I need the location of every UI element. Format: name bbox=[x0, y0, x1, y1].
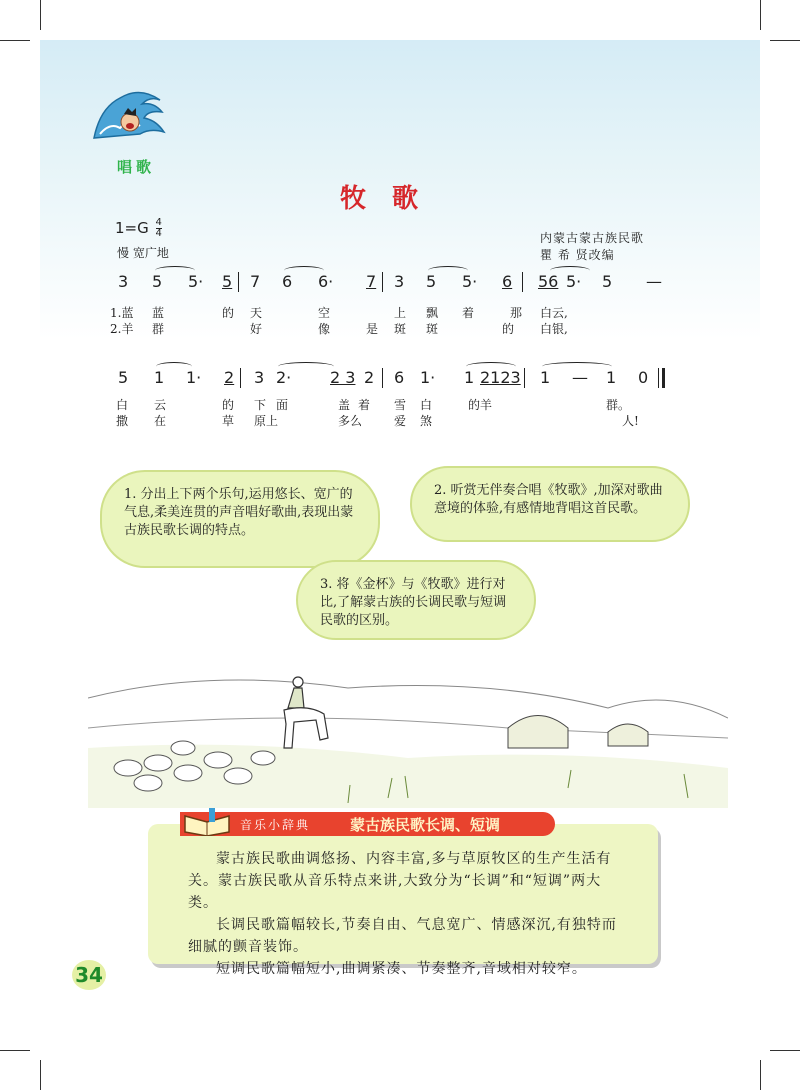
crop-mark bbox=[0, 1050, 30, 1051]
bar-line bbox=[382, 368, 383, 388]
bar-line bbox=[238, 272, 239, 292]
lyric: 是 bbox=[366, 322, 379, 336]
lyric: 白云, bbox=[540, 306, 568, 320]
dictionary-paragraph: 短调民歌篇幅短小,曲调紧凑、节奏整齐,音域相对较窄。 bbox=[216, 961, 587, 977]
crop-mark bbox=[0, 40, 30, 41]
lyric: 云 bbox=[154, 398, 167, 412]
lyric: 雪 bbox=[394, 398, 407, 412]
dictionary-title: 蒙古族民歌长调、短调 bbox=[350, 816, 501, 834]
book-icon bbox=[183, 806, 231, 836]
note: — bbox=[646, 272, 662, 291]
lyric: 白银, bbox=[540, 322, 568, 336]
note: 1 bbox=[540, 368, 551, 387]
dictionary-header bbox=[180, 812, 555, 836]
note: 2 bbox=[224, 368, 235, 387]
score-line-1 bbox=[110, 272, 680, 342]
lyric: 白 bbox=[420, 398, 433, 412]
time-signature-top: 4 bbox=[155, 217, 162, 228]
lyric: 白 bbox=[116, 398, 129, 412]
crop-mark bbox=[770, 40, 800, 41]
lyric: 群。 bbox=[606, 398, 631, 412]
note: 3 bbox=[394, 272, 405, 291]
note: 5 bbox=[222, 272, 233, 291]
crop-mark bbox=[760, 0, 761, 30]
lyric: 下 bbox=[254, 398, 267, 412]
lyric: 2.羊 bbox=[110, 322, 134, 336]
tip-bubble-1: 1. 分出上下两个乐句,运用悠长、宽广的气息,柔美连贯的声音唱好歌曲,表现出蒙古族民歌长调的特点。 bbox=[100, 470, 380, 568]
lyric: 群 bbox=[152, 322, 165, 336]
lyric: 的羊 bbox=[468, 398, 493, 412]
lyric: 着 bbox=[462, 306, 475, 320]
lyric: 上 bbox=[394, 306, 407, 320]
note: — bbox=[572, 368, 588, 387]
page-number: 34 bbox=[72, 960, 106, 990]
crop-mark bbox=[760, 1060, 761, 1090]
note: 5 bbox=[152, 272, 163, 291]
note: 6 bbox=[394, 368, 405, 387]
repeat-bar bbox=[658, 368, 659, 388]
lyric: 好 bbox=[250, 322, 263, 336]
bar-line bbox=[522, 272, 523, 292]
lyric: 着 bbox=[358, 398, 371, 412]
note: 3 bbox=[118, 272, 129, 291]
note: 3 bbox=[254, 368, 265, 387]
note: 7 bbox=[366, 272, 377, 291]
lyric: 1.蓝 bbox=[110, 306, 134, 320]
song-title: 牧歌 bbox=[340, 184, 445, 214]
lyric: 的 bbox=[222, 398, 235, 412]
lyric: 斑 bbox=[426, 322, 439, 336]
lyric: 的 bbox=[502, 322, 515, 336]
crop-mark bbox=[40, 0, 41, 30]
final-bar bbox=[662, 368, 665, 388]
note: 0 bbox=[638, 368, 649, 387]
lyric: 空 bbox=[318, 306, 331, 320]
note: 1 bbox=[154, 368, 165, 387]
note: 5 bbox=[602, 272, 613, 291]
lyric: 飘 bbox=[426, 306, 439, 320]
note: 2 bbox=[364, 368, 375, 387]
note: 2· bbox=[276, 368, 292, 387]
note: 5· bbox=[462, 272, 478, 291]
note: 5· bbox=[566, 272, 582, 291]
note: 5· bbox=[188, 272, 204, 291]
lyric: 斑 bbox=[394, 322, 407, 336]
note: 5 bbox=[426, 272, 437, 291]
note: 1 bbox=[606, 368, 617, 387]
score-line-2 bbox=[110, 368, 680, 438]
crop-mark bbox=[40, 1060, 41, 1090]
lyric: 蓝 bbox=[152, 306, 165, 320]
note: 1· bbox=[420, 368, 436, 387]
time-signature-bottom: 4 bbox=[155, 228, 162, 239]
dictionary-box bbox=[148, 824, 658, 977]
lyric: 在 bbox=[154, 414, 167, 428]
tempo-marking: 慢 宽广地 bbox=[117, 246, 169, 260]
crop-mark bbox=[770, 1050, 800, 1051]
note: 6 bbox=[282, 272, 293, 291]
lyric: 爱 bbox=[394, 414, 407, 428]
dictionary-paragraph: 蒙古族民歌曲调悠扬、内容丰富,多与草原牧区的生产生活有关。蒙古族民歌从音乐特点来讲,大致分为“长调”和“短调”两大类。 bbox=[188, 851, 612, 911]
tip-bubble-3: 3. 将《金杯》与《牧歌》进行对比,了解蒙古族的长调民歌与短调民歌的区别。 bbox=[296, 560, 536, 640]
yurt bbox=[508, 716, 648, 749]
note: 2123 bbox=[480, 368, 521, 387]
singing-child-icon bbox=[90, 78, 170, 148]
lyric: 面 bbox=[276, 398, 289, 412]
note: 6· bbox=[318, 272, 334, 291]
bar-line bbox=[382, 272, 383, 292]
tie bbox=[278, 362, 334, 371]
lyric: 天 bbox=[250, 306, 263, 320]
lyric: 煞 bbox=[420, 414, 433, 428]
dictionary-paragraph: 长调民歌篇幅较长,节奏自由、气息宽广、情感深沉,有独特而细腻的颤音装饰。 bbox=[188, 917, 617, 955]
lyric: 那 bbox=[510, 306, 523, 320]
lyric: 盖 bbox=[338, 398, 351, 412]
note: 1 bbox=[464, 368, 475, 387]
note: 2 3 bbox=[330, 368, 356, 387]
key-signature: 1=G $\frac{4}{4}$ bbox=[115, 217, 162, 239]
lyric: 撒 bbox=[116, 414, 129, 428]
note: 5 bbox=[118, 368, 129, 387]
bar-line bbox=[240, 368, 241, 388]
note: 56 bbox=[538, 272, 559, 291]
note: 6 bbox=[502, 272, 513, 291]
bar-line bbox=[524, 368, 525, 388]
note: 7 bbox=[250, 272, 261, 291]
grassland-illustration bbox=[88, 648, 728, 808]
lyric: 的 bbox=[222, 306, 235, 320]
dictionary-tag: 音乐小辞典 bbox=[240, 818, 311, 832]
credit-origin: 内蒙古蒙古族民歌 bbox=[540, 231, 645, 245]
lyric: 人! bbox=[622, 414, 639, 428]
lyric: 多么 bbox=[338, 414, 363, 428]
lyric: 像 bbox=[318, 322, 331, 336]
section-label: 唱歌 bbox=[117, 158, 156, 176]
note: 1· bbox=[186, 368, 202, 387]
tie bbox=[542, 362, 612, 371]
tip-bubble-2: 2. 听赏无伴奏合唱《牧歌》,加深对歌曲意境的体验,有感情地背唱这首民歌。 bbox=[410, 466, 690, 542]
lyric: 草 bbox=[222, 414, 235, 428]
lyric: 原上 bbox=[254, 414, 279, 428]
credit-arranger: 瞿 希 贤改编 bbox=[540, 248, 615, 262]
tie bbox=[466, 362, 516, 371]
horse-rider bbox=[284, 677, 328, 748]
